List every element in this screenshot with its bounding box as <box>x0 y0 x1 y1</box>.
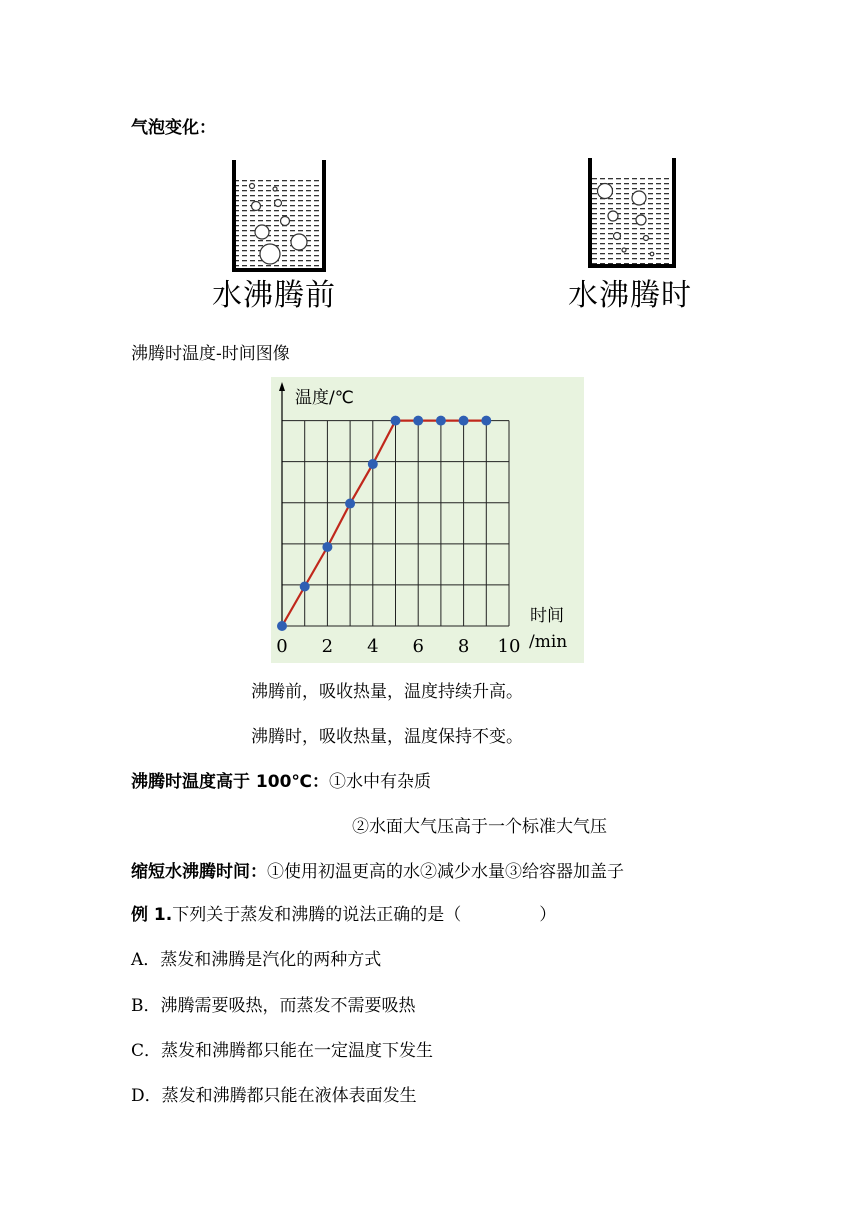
x-axis-unit: /min <box>529 632 568 652</box>
example-question <box>131 903 556 927</box>
x-tick-label: 0 <box>276 636 288 657</box>
x-tick-label: 2 <box>321 636 334 657</box>
note-before-boiling: 沸腾前，吸收热量，温度持续升高。 <box>251 682 523 702</box>
data-point <box>277 621 287 631</box>
y-axis-label: 温度/℃ <box>295 388 354 408</box>
shorten-line <box>131 860 624 884</box>
example-question-close: ） <box>539 905 557 925</box>
x-tick-label: 4 <box>367 636 379 657</box>
data-point <box>481 416 491 426</box>
data-point <box>322 542 332 552</box>
data-point <box>436 416 446 426</box>
x-tick-label: 8 <box>457 636 470 657</box>
data-point <box>391 416 401 426</box>
x-tick-label: 6 <box>412 636 424 657</box>
option-d: D．蒸发和沸腾都只能在液体表面发生 <box>131 1086 417 1106</box>
data-point <box>413 416 423 426</box>
above-100-reason-1: ①水中有杂质 <box>329 772 431 792</box>
chart-svg <box>271 377 584 663</box>
option-b: B．沸腾需要吸热，而蒸发不需要吸热 <box>131 996 416 1016</box>
shorten-label: 缩短水沸腾时间： <box>131 862 267 882</box>
example-label: 例 1. <box>131 905 173 925</box>
shorten-text: ①使用初温更高的水②减少水量③给容器加盖子 <box>267 862 624 882</box>
x-axis-label: 时间 <box>530 606 564 626</box>
graph-caption: 沸腾时温度-时间图像 <box>131 344 290 364</box>
example-question-text: 下列关于蒸发和沸腾的说法正确的是（ <box>172 905 462 925</box>
above-100-reason-2: ②水面大气压高于一个标准大气压 <box>352 817 607 837</box>
section-title: 气泡变化： <box>131 118 216 138</box>
above-100-label: 沸腾时温度高于 100℃： <box>131 772 329 792</box>
data-point <box>459 416 469 426</box>
data-point <box>345 499 355 509</box>
beaker-before-boiling-illustration <box>226 158 332 274</box>
beaker-before-label: 水沸腾前 <box>212 278 336 313</box>
beaker-while-boiling-illustration <box>584 156 680 272</box>
beaker-while-label: 水沸腾时 <box>568 278 692 313</box>
temperature-time-chart <box>271 377 584 663</box>
option-a: A．蒸发和沸腾是汽化的两种方式 <box>131 950 382 970</box>
note-while-boiling: 沸腾时，吸收热量，温度保持不变。 <box>251 727 523 747</box>
x-tick-label: 10 <box>497 636 521 657</box>
above-100-line <box>131 770 431 794</box>
y-axis-arrow <box>279 382 285 391</box>
series-line <box>282 421 486 626</box>
data-point <box>300 582 310 592</box>
option-c: C．蒸发和沸腾都只能在一定温度下发生 <box>131 1041 434 1061</box>
data-point <box>368 459 378 469</box>
